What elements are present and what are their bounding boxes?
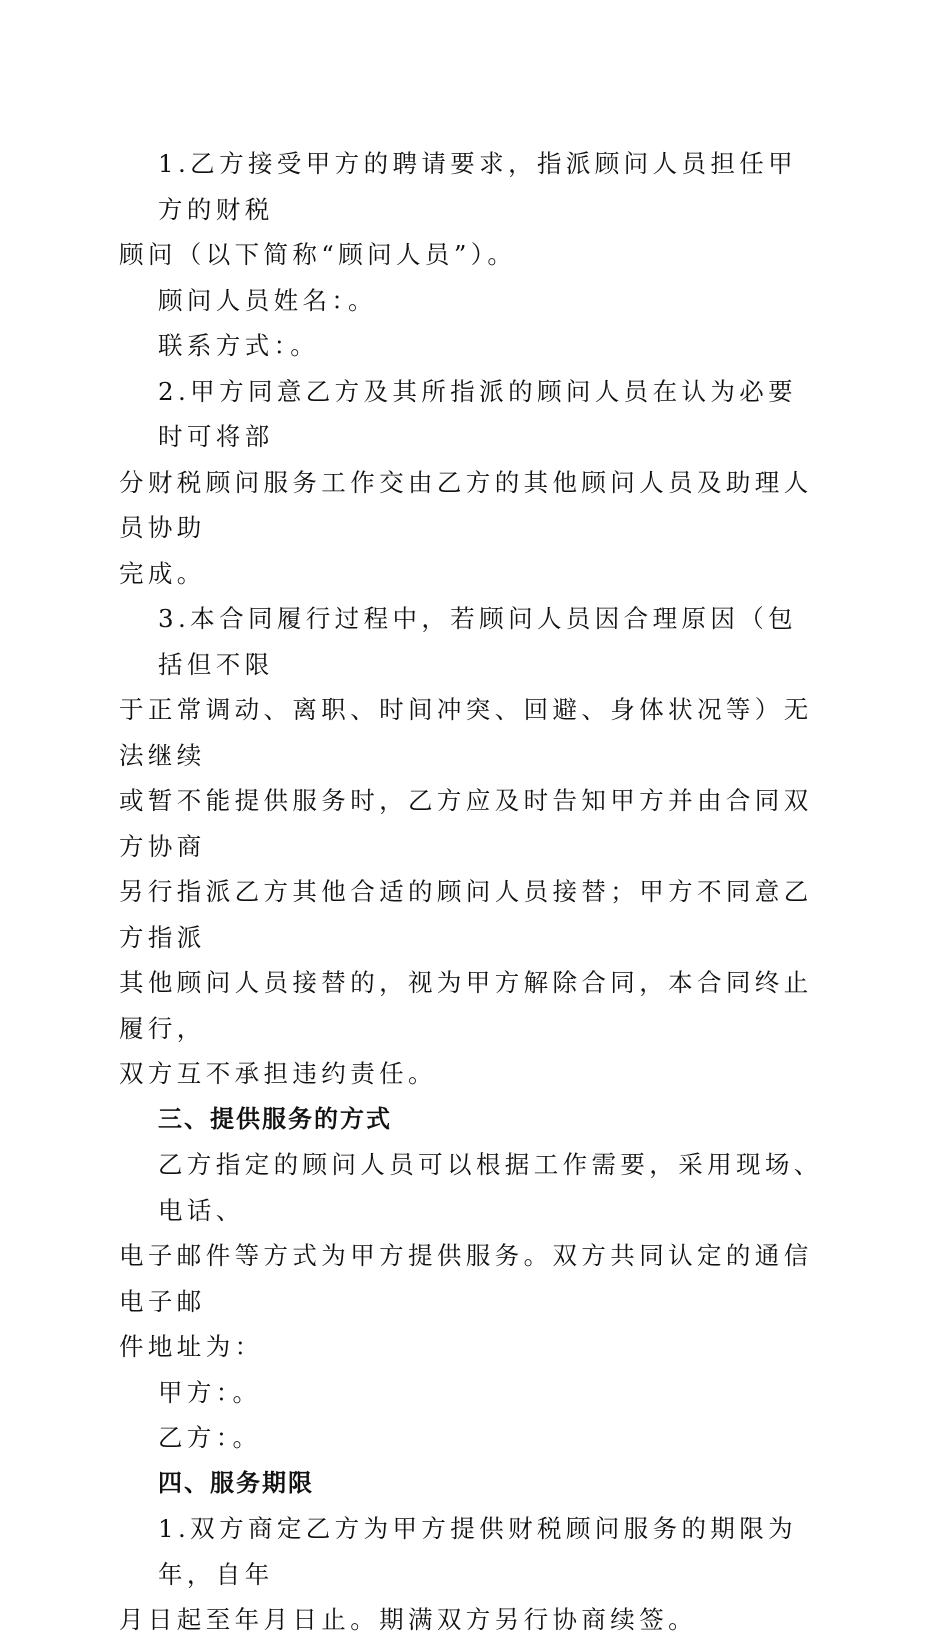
- item3-line5: 其他顾问人员接替的，视为甲方解除合同，本合同终止履行，: [119, 968, 813, 1043]
- section4-item1-line2: 月日起至年月日止。期满双方另行协商续签。: [119, 1605, 697, 1634]
- document-page: [119, 141, 825, 1643]
- item3-line3: 或暂不能提供服务时，乙方应及时告知甲方并由合同双方协商: [119, 786, 813, 861]
- section4-heading: 四、服务期限: [158, 1468, 314, 1497]
- section3-heading: 三、提供服务的方式: [158, 1104, 392, 1133]
- item2-line1: 2.甲方同意乙方及其所指派的顾问人员在认为必要时可将部: [158, 376, 798, 451]
- section4-item1-line1: 1.双方商定乙方为甲方提供财税顾问服务的期限为年，自年: [158, 1514, 798, 1589]
- item1-line2: 顾问（以下简称“顾问人员”）。: [119, 240, 517, 269]
- item3-line4: 另行指派乙方其他合适的顾问人员接替；甲方不同意乙方指派: [119, 877, 813, 952]
- section3-body-line2: 电子邮件等方式为甲方提供服务。双方共同认定的通信电子邮: [119, 1241, 813, 1316]
- item3-line6: 双方互不承担违约责任。: [119, 1059, 437, 1088]
- party-b-email: 乙方：。: [158, 1423, 262, 1452]
- party-a-email: 甲方：。: [158, 1377, 262, 1407]
- item2-line3: 完成。: [119, 558, 206, 588]
- consultant-name-line: 顾问人员姓名：。: [158, 285, 377, 315]
- item3-line1: 3.本合同履行过程中，若顾问人员因合理原因（包括但不限: [158, 604, 798, 679]
- contact-line: 联系方式：。: [158, 331, 320, 360]
- item2-line2: 分财税顾问服务工作交由乙方的其他顾问人员及助理人员协助: [119, 467, 813, 542]
- item1-line1: 1.乙方接受甲方的聘请要求，指派顾问人员担任甲方的财税: [158, 149, 798, 224]
- section3-body-line1: 乙方指定的顾问人员可以根据工作需要，采用现场、电话、: [158, 1150, 823, 1225]
- item3-line2: 于正常调动、离职、时间冲突、回避、身体状况等）无法继续: [119, 695, 813, 770]
- section3-body-line3: 件地址为：: [119, 1332, 264, 1361]
